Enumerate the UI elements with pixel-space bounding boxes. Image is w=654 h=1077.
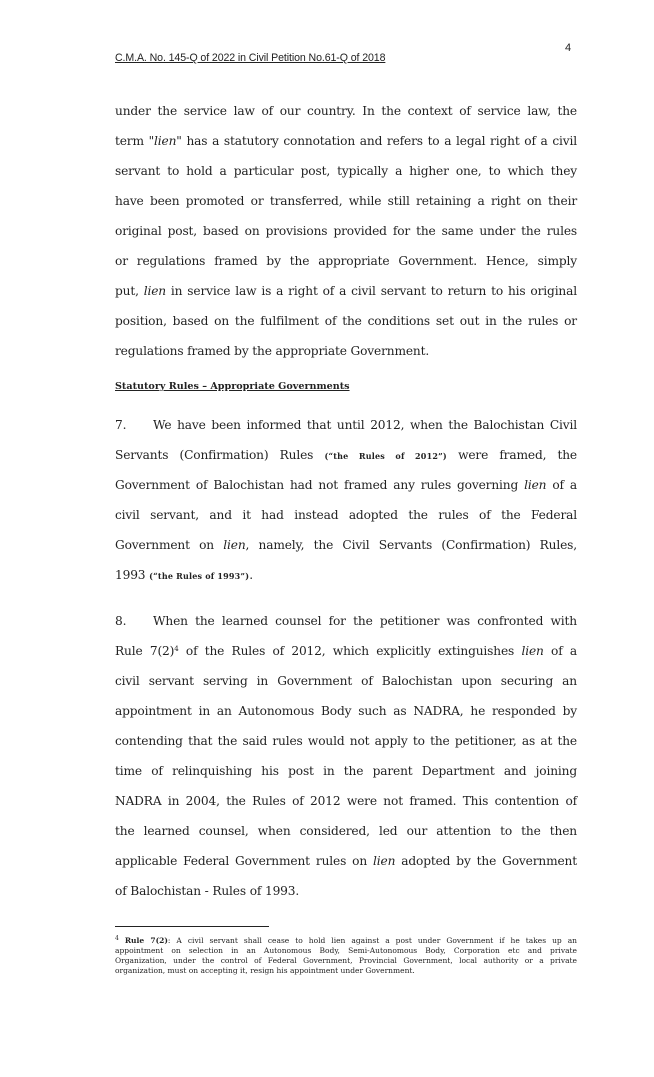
text-run: , namely, the Civil Servants (Confirmation) Rules, [245,538,577,552]
text-run: Government on [115,538,224,552]
text-run: has a statutory connotation and refers to a legal right of a civil [181,134,577,148]
text-run: term [115,134,149,148]
text-line [115,336,577,366]
footnote-reference[interactable]: 4 [174,645,179,653]
text-run: Rule 7(2) [115,644,175,658]
text-run: NADRA in 2004, the Rules of 2012 were not framed. This contention of [115,794,577,808]
text-run: appointment in an Autonomous Body such as NADRA, he responded by [115,704,577,718]
text-line [115,440,577,470]
italic-term: lien [223,538,246,552]
text-line [115,756,577,786]
text-run: servant to hold a particular post, typically a higher one, to which they [115,164,577,178]
text-line [115,156,577,186]
footnote-line [115,946,577,956]
text-line [115,306,577,336]
text-line [115,470,577,500]
text-run: original post, based on provisions provided for the same under the rules [115,224,577,238]
footnote-label: Rule 7(2) [124,936,168,945]
text-line [115,410,577,440]
paragraph-8 [115,606,577,906]
text-run: applicable Federal Government rules on [115,854,374,868]
footnote-text: Organization, under the control of Federal Government, Provincial Government, local authority or a private [115,956,577,965]
text-line [115,726,577,756]
text-line [115,530,577,560]
text-line [115,696,577,726]
text-line [115,186,577,216]
text-line [115,786,577,816]
text-line [115,636,577,666]
italic-term: lien [143,284,167,298]
text-run: of a [543,644,577,658]
footnote-marker: 4 [115,935,119,942]
italic-term: lien [524,478,547,492]
text-run: put, [115,284,144,298]
text-line [115,216,577,246]
text-run: We have been informed that until 2012, when the Balochistan Civil [153,418,577,432]
paragraph-number: 7. [115,418,127,432]
text-line [115,876,577,906]
case-header: C.M.A. No. 145-Q of 2022 in Civil Petition No.61-Q of 2018 [115,52,386,64]
text-run: When the learned counsel for the petitioner was confronted with [153,614,577,628]
footnote-4 [115,934,577,976]
text-run: civil servant, and it had instead adopted the rules of the Federal [115,508,577,522]
text-run: of the Rules of 2012, which explicitly extinguishes [178,644,522,658]
text-run: 1993 [115,568,150,582]
footnote-text: : A civil servant shall cease to hold lien against a post under Government if he takes up an [167,936,578,945]
text-line [115,560,577,590]
text-line [115,96,577,126]
text-run: time of relinquishing his post in the parent Department and joining [115,764,577,778]
text-run: under the service law of our country. In the context of service law, the [115,104,577,118]
text-run: adopted by the Government [395,854,577,868]
footnote-text: appointment on selection in an Autonomous Body, Semi-Autonomous Body, Corporation etc and private [115,946,577,955]
text-run: Government of Balochistan had not framed any rules governing [115,478,525,492]
paragraph-number: 8. [115,614,127,628]
text-line [115,246,577,276]
paragraph-7 [115,410,577,590]
italic-term: "lien" [148,134,182,148]
text-run: position, based on the fulfilment of the conditions set out in the rules or [115,314,577,328]
footnote-separator [115,926,269,927]
text-line [115,276,577,306]
defined-term: (“the Rules of 1993”) [149,571,250,581]
text-run: have been promoted or transferred, while still retaining a right on their [115,194,577,208]
defined-term: (“the Rules of 2012”) [324,451,447,461]
text-line [115,606,577,636]
text-run: were framed, the [446,448,577,462]
paragraph-continued [115,96,577,366]
text-line [115,666,577,696]
italic-term: lien [521,644,544,658]
text-run: the learned counsel, when considered, led our attention to the then [115,824,577,838]
text-line [115,816,577,846]
text-run: of Balochistan - Rules of 1993. [115,884,300,898]
text-line [115,126,577,156]
text-run: . [249,568,253,582]
text-run: of a [546,478,577,492]
text-run: Servants (Confirmation) Rules [115,448,325,462]
text-run: civil servant serving in Government of Balochistan upon securing an [115,674,577,688]
section-heading: Statutory Rules – Appropriate Governments [115,381,350,392]
text-line [115,846,577,876]
text-line [115,500,577,530]
footnote-line [115,966,577,976]
italic-term: lien [373,854,396,868]
text-run: regulations framed by the appropriate Government. [115,344,430,358]
page-number: 4 [565,42,572,54]
footnote-line [115,934,577,946]
footnote-line [115,956,577,966]
text-run: in service law is a right of a civil servant to return to his original [166,284,578,298]
text-run: or regulations framed by the appropriate Government. Hence, simply [115,254,577,268]
footnote-text: organization, must on accepting it, resign his appointment under Government. [115,966,415,975]
text-run: contending that the said rules would not apply to the petitioner, as at the [115,734,577,748]
